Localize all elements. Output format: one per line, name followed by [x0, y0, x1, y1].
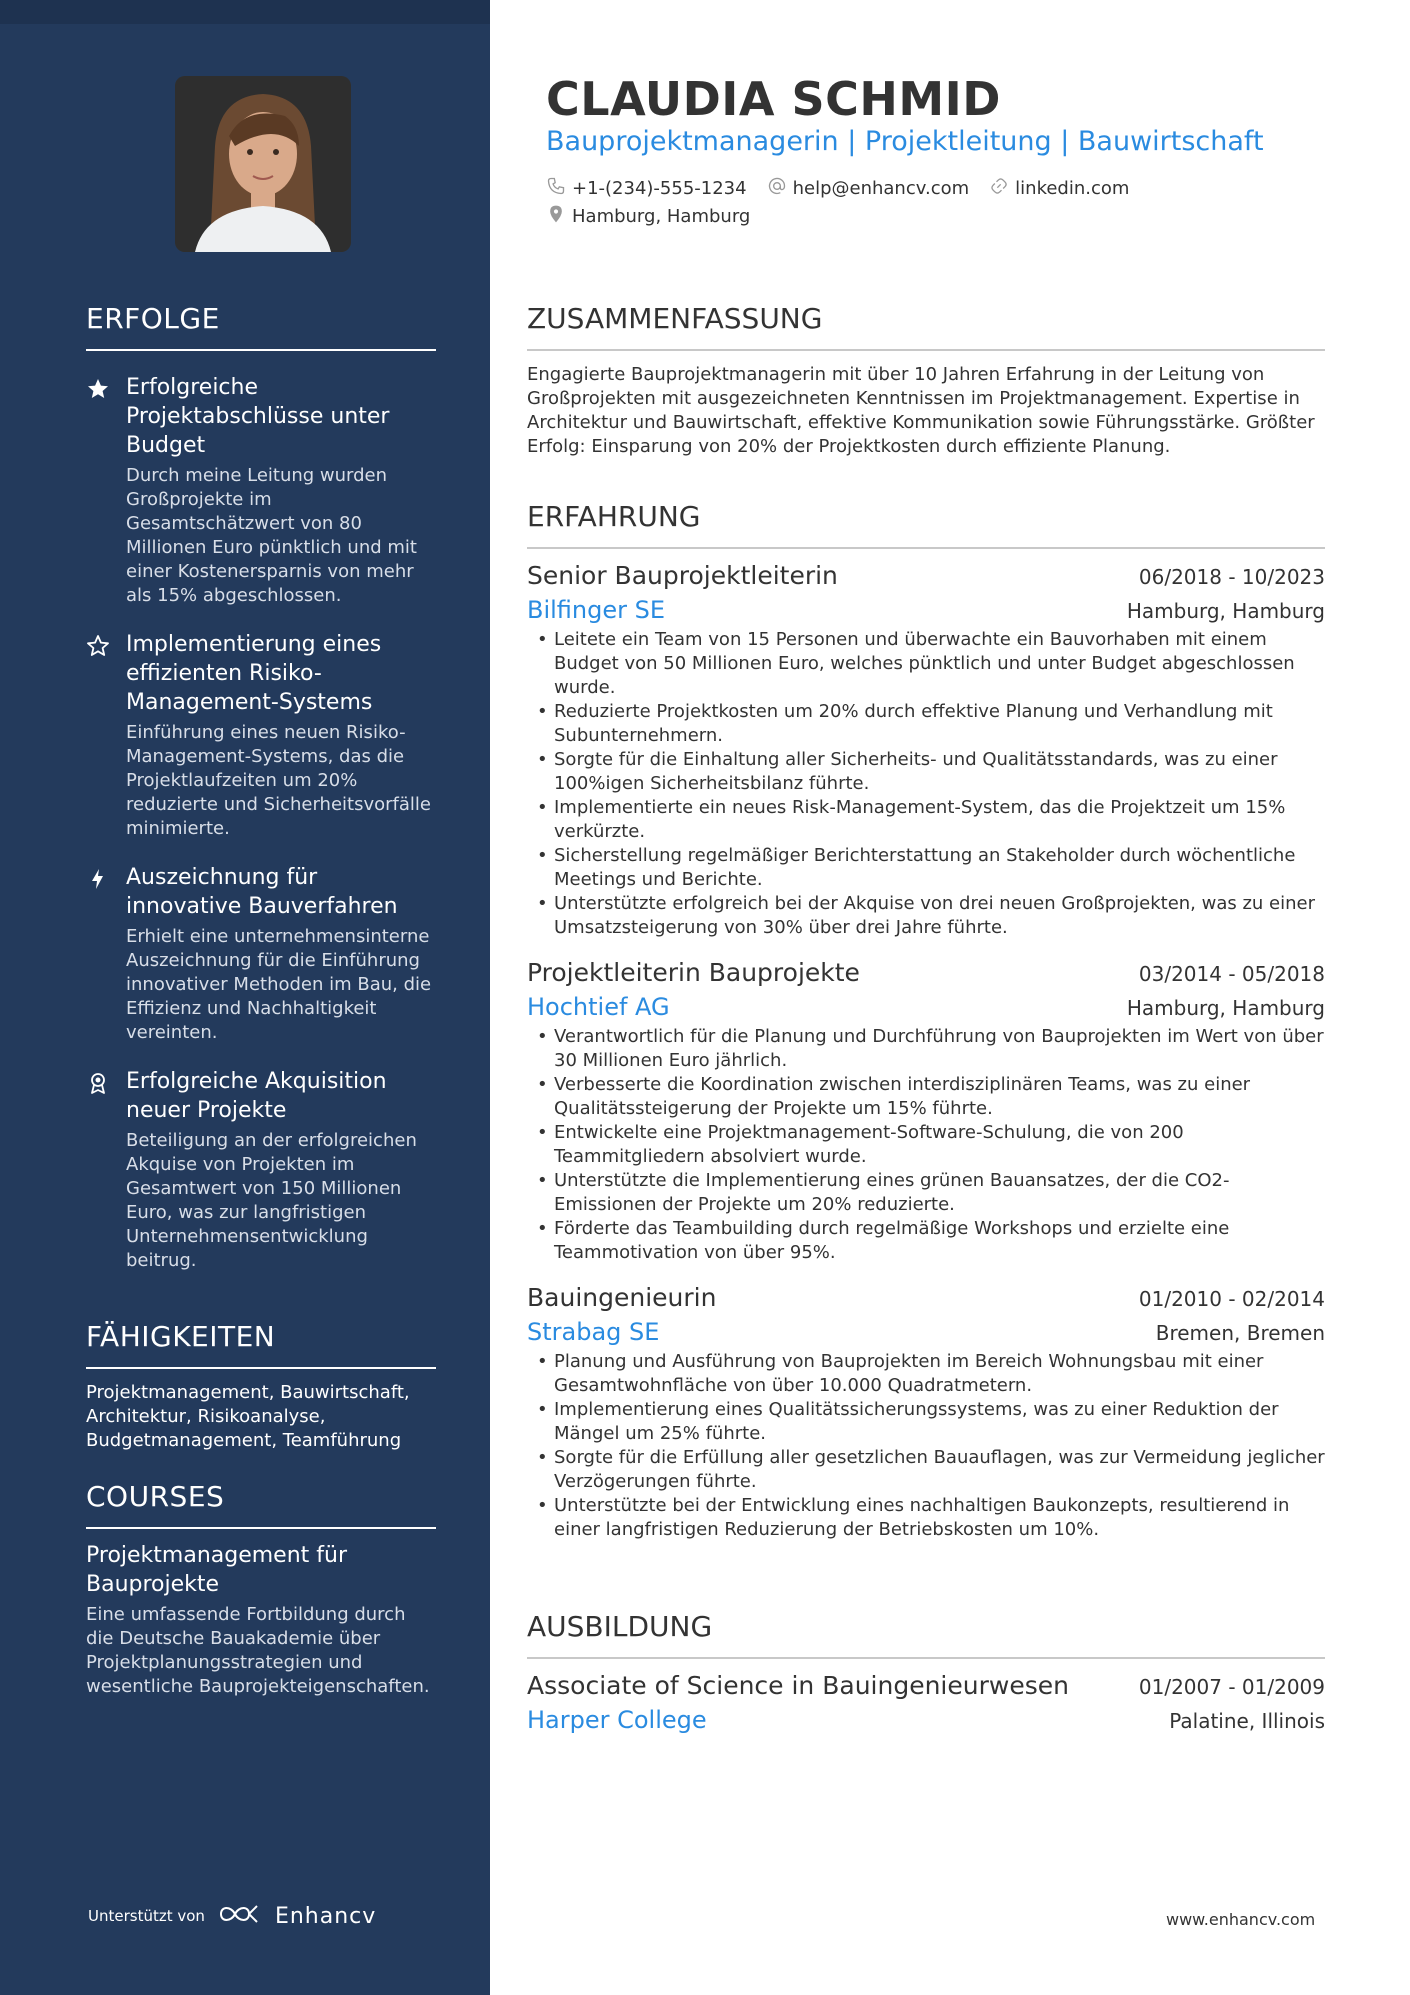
- summary-title: ZUSAMMENFASSUNG: [527, 302, 1325, 351]
- link-icon: [989, 176, 1009, 201]
- location-row: [546, 204, 750, 229]
- job-bullet: • Unterstützte die Implementierung eines grünen Bauansatzes, der die CO2-Emissionen der Projekte um 20% reduzierte.: [527, 1169, 1325, 1217]
- candidate-subtitle: Bauprojektmanagerin | Projektleitung | Bauwirtschaft: [546, 126, 1264, 157]
- job-bullets: [527, 628, 1325, 940]
- profile-photo: [175, 76, 351, 252]
- school: Harper College: [527, 1706, 707, 1734]
- course-desc: Eine umfassende Fortbildung durch die Deutsche Bauakademie über Projektplanungsstrategien und wesentliche Bauprojekteigenschaften.: [86, 1604, 430, 1697]
- education-dates: 01/2007 - 01/2009: [1138, 1675, 1325, 1699]
- achievement-title: Auszeichnung für innovative Bauverfahren: [126, 865, 398, 919]
- achievement-item: [86, 373, 436, 608]
- summary-text: Engagierte Bauprojektmanagerin mit über 10 Jahren Erfahrung in der Leitung von Großprojekten mit ausgezeichneten Kenntnissen im Projektmanagement. Expertise in Architektur und Bauwirtschaft, effektive Kommunikation sowie Führungsstärke. Größter Erfolg: Einsparung von 20% der Projektkosten durch effiziente Planung.: [527, 364, 1315, 457]
- phone-number: +1-(234)-555-1234: [572, 178, 747, 199]
- powered-by: [88, 1902, 376, 1930]
- achievement-item: [86, 863, 436, 1045]
- achievement-desc: Einführung eines neuen Risiko-Management-Systems, das die Projektlaufzeiten um 20% reduzierte und Sicherheitsvorfälle minimierte.: [126, 722, 431, 839]
- achievements-section: [86, 302, 436, 1273]
- award-icon: [86, 1071, 110, 1095]
- phone-contact[interactable]: [546, 176, 747, 201]
- sidebar-top-bar: [0, 0, 490, 24]
- job-bullet: • Reduzierte Projektkosten um 20% durch effektive Planung und Verhandlung mit Subunternehmern.: [527, 700, 1325, 748]
- summary-section: [527, 302, 1325, 459]
- job-company: Hochtief AG: [527, 993, 670, 1021]
- job-dates: 03/2014 - 05/2018: [1138, 962, 1325, 986]
- job-bullet: • Unterstützte bei der Entwicklung eines nachhaltigen Baukonzepts, resultierend in einer langfristigen Reduzierung der Betriebskosten um 10%.: [527, 1494, 1325, 1542]
- job-bullet: • Leitete ein Team von 15 Personen und überwachte ein Bauvorhaben mit einem Budget von 50 Millionen Euro, welches pünktlich und unter Budget abgeschlossen wurde.: [527, 628, 1325, 700]
- job-bullet: • Implementierung eines Qualitätssicherungssystems, was zu einer Reduktion der Mängel um 25% führte.: [527, 1398, 1325, 1446]
- email-address: help@enhancv.com: [792, 178, 970, 199]
- education-location: Palatine, Illinois: [1169, 1709, 1325, 1733]
- courses-title: COURSES: [86, 1480, 436, 1529]
- achievement-desc: Durch meine Leitung wurden Großprojekte im Gesamtschätzwert von 80 Millionen Euro pünktlich und mit einer Kostenersparnis von mehr als 15% abgeschlossen.: [126, 465, 417, 606]
- education-entry: [527, 1671, 1325, 1734]
- achievement-item: [86, 630, 436, 841]
- achievement-title: Erfolgreiche Projektabschlüsse unter Budget: [126, 375, 390, 458]
- job-bullet: • Sicherstellung regelmäßiger Berichterstattung an Stakeholder durch wöchentliche Meetings und Berichte.: [527, 844, 1325, 892]
- skills-title: FÄHIGKEITEN: [86, 1320, 436, 1369]
- achievement-title: Implementierung eines effizienten Risiko-Management-Systems: [126, 632, 382, 715]
- linkedin-url: linkedin.com: [1015, 178, 1130, 199]
- at-icon: [767, 176, 787, 201]
- location-contact: [546, 204, 750, 229]
- job-bullets: [527, 1350, 1325, 1542]
- achievement-desc: Beteiligung an der erfolgreichen Akquise von Projekten im Gesamtwert von 150 Millionen Euro, was zur langfristigen Unternehmensentwicklung beitrug.: [126, 1130, 417, 1271]
- job-title: Senior Bauprojektleiterin: [527, 561, 838, 590]
- job-title: Bauingenieurin: [527, 1283, 717, 1312]
- courses-section: [86, 1480, 436, 1699]
- job-location: Bremen, Bremen: [1155, 1321, 1325, 1345]
- job-bullet: • Sorgte für die Einhaltung aller Sicherheits- und Qualitätsstandards, was zu einer 100%igen Sicherheitsbilanz führte.: [527, 748, 1325, 796]
- achievements-title: ERFOLGE: [86, 302, 436, 351]
- education-title: AUSBILDUNG: [527, 1610, 1325, 1659]
- achievement-item: [86, 1067, 436, 1273]
- powered-label: Unterstützt von: [88, 1907, 205, 1925]
- skills-section: [86, 1320, 436, 1453]
- star-icon: [86, 377, 110, 401]
- enhancv-logo-icon: [217, 1902, 263, 1930]
- candidate-name: CLAUDIA SCHMID: [546, 72, 1001, 126]
- phone-icon: [546, 176, 566, 201]
- achievement-desc: Erhielt eine unternehmensinterne Auszeichnung für die Einführung innovativer Methoden im Bau, die Effizienz und Nachhaltigkeit vereinten.: [126, 926, 432, 1043]
- course-title: Projektmanagement für Bauprojekte: [86, 1543, 348, 1597]
- star-outline-icon: [86, 634, 110, 658]
- job-bullet: • Verantwortlich für die Planung und Durchführung von Bauprojekten im Wert von über 30 Millionen Euro jährlich.: [527, 1025, 1325, 1073]
- skills-list: Projektmanagement, Bauwirtschaft, Architektur, Risikoanalyse, Budgetmanagement, Teamführung: [86, 1382, 410, 1451]
- job-bullet: • Förderte das Teambuilding durch regelmäßige Workshops und erzielte eine Teammotivation von über 95%.: [527, 1217, 1325, 1265]
- brand-name: Enhancv: [274, 1903, 377, 1929]
- lightning-icon: [86, 867, 110, 891]
- sidebar: [0, 0, 490, 1995]
- job-location: Hamburg, Hamburg: [1126, 996, 1325, 1020]
- job-entry: [527, 1283, 1325, 1542]
- location-text: Hamburg, Hamburg: [572, 206, 751, 227]
- job-title: Projektleiterin Bauprojekte: [527, 958, 860, 987]
- education-section: [527, 1610, 1325, 1734]
- linkedin-contact[interactable]: [989, 176, 1129, 201]
- achievement-title: Erfolgreiche Akquisition neuer Projekte: [126, 1069, 387, 1123]
- job-bullet: • Implementierte ein neues Risk-Management-System, das die Projektzeit um 15% verkürzte.: [527, 796, 1325, 844]
- job-company: Strabag SE: [527, 1318, 660, 1346]
- job-bullet: • Unterstützte erfolgreich bei der Akquise von drei neuen Großprojekten, was zu einer Umsatzsteigerung von 30% über drei Jahre führte.: [527, 892, 1325, 940]
- job-dates: 01/2010 - 02/2014: [1138, 1287, 1325, 1311]
- job-location: Hamburg, Hamburg: [1126, 599, 1325, 623]
- location-pin-icon: [546, 204, 566, 229]
- degree: Associate of Science in Bauingenieurwesen: [527, 1671, 1069, 1700]
- job-bullet: • Verbesserte die Koordination zwischen interdisziplinären Teams, was zu einer Qualitätssteigerung der Projekte um 15% führte.: [527, 1073, 1325, 1121]
- job-bullet: • Sorgte für die Erfüllung aller gesetzlichen Bauauflagen, was zur Vermeidung jeglicher Verzögerungen führte.: [527, 1446, 1325, 1494]
- job-bullet: • Entwickelte eine Projektmanagement-Software-Schulung, die von 200 Teammitgliedern absolviert wurde.: [527, 1121, 1325, 1169]
- footer-url[interactable]: www.enhancv.com: [1166, 1910, 1316, 1929]
- job-bullets: [527, 1025, 1325, 1265]
- experience-title: ERFAHRUNG: [527, 500, 1325, 549]
- job-bullet: • Planung und Ausführung von Bauprojekten im Bereich Wohnungsbau mit einer Gesamtwohnfläche von über 10.000 Quadratmetern.: [527, 1350, 1325, 1398]
- email-contact[interactable]: [767, 176, 970, 201]
- job-dates: 06/2018 - 10/2023: [1138, 565, 1325, 589]
- experience-section: [527, 500, 1325, 1542]
- job-company: Bilfinger SE: [527, 596, 666, 624]
- job-entry: [527, 958, 1325, 1265]
- contact-row: [546, 176, 1129, 201]
- job-entry: [527, 561, 1325, 940]
